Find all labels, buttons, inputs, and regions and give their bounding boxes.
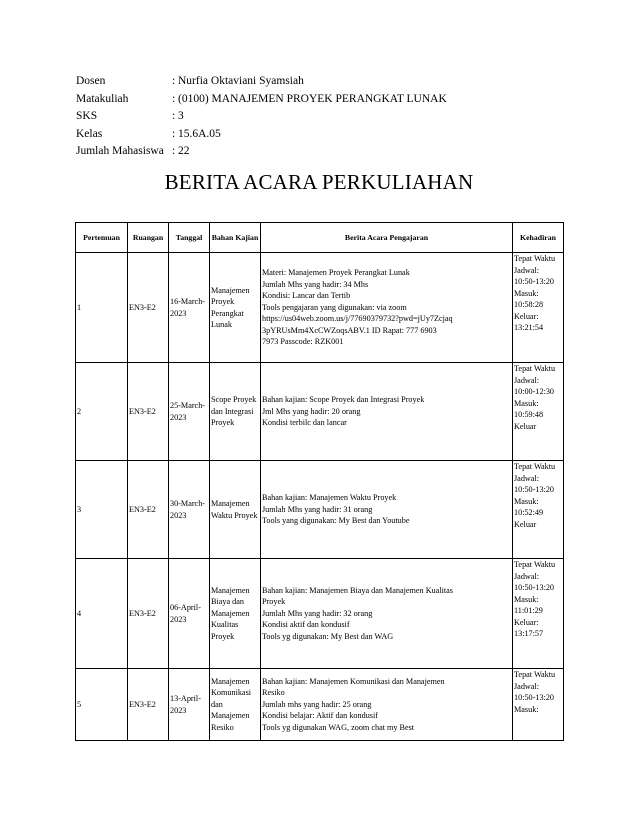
separator: : <box>172 145 176 157</box>
table-row <box>76 253 564 363</box>
header-kehadiran: Kehadiran <box>513 223 564 253</box>
cell-bahan: Manajemen Biaya dan Manajemen Kualitas Proyek <box>210 559 261 669</box>
jumlah-label: Jumlah Mahasiswa <box>76 145 164 157</box>
cell-ruangan: EN3-E2 <box>128 253 169 363</box>
berita-line: https://us04web.zoom.us/j/77690379732?pwd=jUy7Zcjaq <box>262 314 453 324</box>
cell-ruangan: EN3-E2 <box>128 669 169 741</box>
info-row-kelas <box>76 126 447 144</box>
sks-label: SKS <box>76 110 98 122</box>
attendance-table <box>75 222 564 741</box>
header-bahan-kajian: Bahan Kajian <box>210 223 261 253</box>
cell-berita <box>261 363 513 461</box>
berita-line: Kondisi aktif dan kondusif <box>262 620 350 630</box>
cell-kehadiran: Tepat Waktu Jadwal: 10:50-13:20 Masuk: <box>513 669 564 741</box>
berita-line: Bahan kajian: Manajemen Biaya dan Manajemen Kualitas <box>262 585 453 595</box>
cell-tanggal: 06-April-2023 <box>169 559 210 669</box>
cell-kehadiran: Tepat Waktu Jadwal: 10:00-12:30 Masuk: 10:59:48 Keluar <box>513 363 564 461</box>
cell-tanggal: 25-March-2023 <box>169 363 210 461</box>
table-row <box>76 461 564 559</box>
berita-line: Tools yg digunakan WAG, zoom chat my Best <box>262 722 415 732</box>
info-row-jumlah <box>76 143 447 161</box>
cell-bahan: Manajemen Komunikasi dan Manajemen Resiko <box>210 669 261 741</box>
berita-line: Kondisi belajar: Aktif dan kondusif <box>262 711 378 721</box>
berita-line: Jumlah Mhs yang hadir: 34 Mhs <box>262 279 369 289</box>
cell-tanggal: 13-April-2023 <box>169 669 210 741</box>
table-row <box>76 363 564 461</box>
cell-tanggal: 16-March-2023 <box>169 253 210 363</box>
header-ruangan: Ruangan <box>128 223 169 253</box>
berita-line: Tools yang digunakan: My Best dan Youtube <box>262 516 410 526</box>
separator: : <box>172 92 176 105</box>
matakuliah-label: Matakuliah <box>76 92 129 105</box>
berita-line: 3pYRUsMm4XcCWZoqsABV.1 ID Rapat: 777 6903 <box>262 325 437 335</box>
berita-line: Jumlah Mhs yang hadir: 31 orang <box>262 504 373 514</box>
cell-kehadiran: Tepat Waktu Jadwal: 10:50-13:20 Masuk: 10:52:49 Keluar <box>513 461 564 559</box>
info-row-dosen <box>76 73 447 91</box>
cell-bahan: Scope Proyek dan Integrasi Proyek <box>210 363 261 461</box>
cell-ruangan: EN3-E2 <box>128 559 169 669</box>
cell-ruangan: EN3-E2 <box>128 363 169 461</box>
kelas-label: Kelas <box>76 127 103 140</box>
berita-line: Jumlah mhs yang hadir: 25 orang <box>262 699 372 709</box>
berita-line: Materi: Manajemen Proyek Perangkat Lunak <box>262 268 410 278</box>
cell-kehadiran: Tepat Waktu Jadwal: 10:50-13:20 Masuk: 10:58:28 Keluar: 13:21:54 <box>513 253 564 363</box>
table-header-row <box>76 223 564 253</box>
berita-line: Jumlah Mhs yang hadir: 32 orang <box>262 608 373 618</box>
separator: : <box>172 110 176 122</box>
berita-line: Tools pengajaran yang digunakan: via zoom <box>262 302 407 312</box>
cell-berita <box>261 253 513 363</box>
header-pertemuan: Pertemuan <box>76 223 128 253</box>
berita-line: Kondisi terbilc dan lancar <box>262 418 347 428</box>
berita-line: Bahan kajian: Manajemen Waktu Proyek <box>262 493 397 503</box>
berita-line: Bahan kajian: Manajemen Komunikasi dan Manajemen <box>262 676 445 686</box>
cell-pertemuan: 4 <box>76 559 128 669</box>
info-row-matakuliah <box>76 91 447 109</box>
cell-berita <box>261 559 513 669</box>
cell-pertemuan: 2 <box>76 363 128 461</box>
dosen-label: Dosen <box>76 75 106 87</box>
cell-pertemuan: 1 <box>76 253 128 363</box>
berita-line: 7973 Passcode: RZK001 <box>262 337 344 347</box>
info-row-sks <box>76 108 447 126</box>
cell-bahan: Manajemen Waktu Proyek <box>210 461 261 559</box>
header-tanggal: Tanggal <box>169 223 210 253</box>
dosen-value: Nurfia Oktaviani Syamsiah <box>178 75 304 87</box>
cell-pertemuan: 5 <box>76 669 128 741</box>
berita-line: Bahan kajian: Scope Proyek dan Integrasi Proyek <box>262 395 425 405</box>
table-row <box>76 559 564 669</box>
cell-berita <box>261 669 513 741</box>
page-title: BERITA ACARA PERKULIAHAN <box>164 170 474 194</box>
cell-tanggal: 30-March-2023 <box>169 461 210 559</box>
cell-ruangan: EN3-E2 <box>128 461 169 559</box>
course-info <box>76 73 447 161</box>
jumlah-value: 22 <box>178 145 190 157</box>
cell-kehadiran: Tepat Waktu Jadwal: 10:50-13:20 Masuk: 11:01:29 Keluar: 13:17:57 <box>513 559 564 669</box>
berita-line: Jml Mhs yang hadir: 20 orang <box>262 406 361 416</box>
header-berita-acara: Berita Acara Pengajaran <box>261 223 513 253</box>
cell-berita <box>261 461 513 559</box>
cell-bahan: Manajemen Proyek Perangkat Lunak <box>210 253 261 363</box>
kelas-value: 15.6A.05 <box>178 127 221 140</box>
separator: : <box>172 127 176 140</box>
berita-line: Kondisi: Lancar dan Tertib <box>262 291 351 301</box>
berita-line: Tools yg digunakan: My Best dan WAG <box>262 631 394 641</box>
berita-line: Resiko <box>262 688 285 698</box>
cell-pertemuan: 3 <box>76 461 128 559</box>
berita-line: Proyek <box>262 597 286 607</box>
table-row <box>76 669 564 741</box>
sks-value: 3 <box>178 110 184 122</box>
matakuliah-value: (0100) MANAJEMEN PROYEK PERANGKAT LUNAK <box>178 92 447 105</box>
separator: : <box>172 75 176 87</box>
